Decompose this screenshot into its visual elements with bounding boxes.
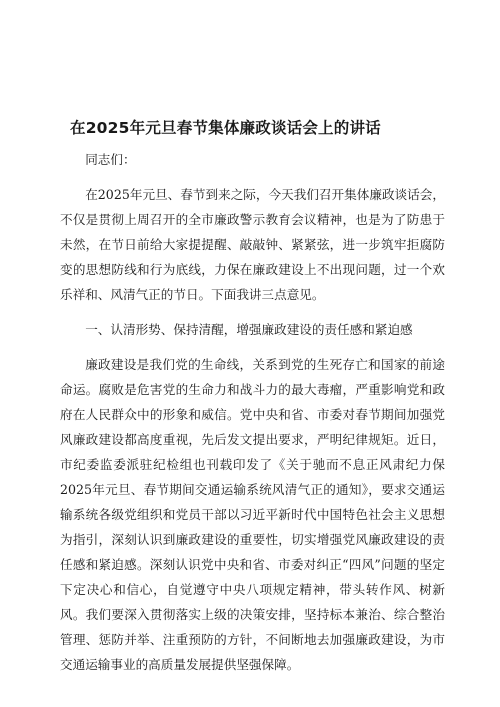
document-title: 在2025年元旦春节集体廉政谈话会上的讲话 [70,119,381,137]
salutation: 同志们： [85,152,136,167]
section-heading-1: 一、认清形势、保持清醒，增强廉政建设的责任感和紧迫感 [85,322,413,337]
paragraph-section-1: 廉政建设是我们党的生命线，关系到党的生死存亡和国家的前途命运。腐败是危害党的生命力和战斗力的最大毒瘤，严重影响党和政府在人民群众中的形象和威信。党中央和省、市委对春节期间加强党风廉政建设都高度重视，先后发文提出要求，严明纪律规矩。近日，市纪委监委派驻纪检组也刊载印发了《关于驰而不息正风肃纪力保2025年元旦、春节期间交通运输系统风清气正的通知》，要求交通运输系统各级党组织和党员干部以习近平新时代中国特色社会主义思想为指引，深刻认识到廉政建设的重要性，切实增强党风廉政建设的责任感和紧迫感。深刻认识党中央和省、市委对纠正“四风”问题的坚定下定决心和信心，自觉遵守中央八项规定精神，带头转作风、树新风。我们要深入贯彻落实上级的决策安排，坚持标本兼治、综合整治管理、惩防并举、注重预防的方针，不间断地去加强廉政建设，为市交通运输事业的高质量发展提供坚强保障。 [60,357,445,672]
paragraph-intro: 在2025年元旦、春节到来之际，今天我们召开集体廉政谈话会，不仅是贯彻上周召开的全市廉政警示教育会议精神，也是为了防患于未然，在节日前给大家提提醒、敲敲钟、紧紧弦，进一步筑牢拒腐防变的思想防线和行为底线，力保在廉政建设上不出现问题，过一个欢乐祥和、风清气正的节日。下面我讲三点意见。 [60,187,445,302]
document-body [60,147,445,677]
